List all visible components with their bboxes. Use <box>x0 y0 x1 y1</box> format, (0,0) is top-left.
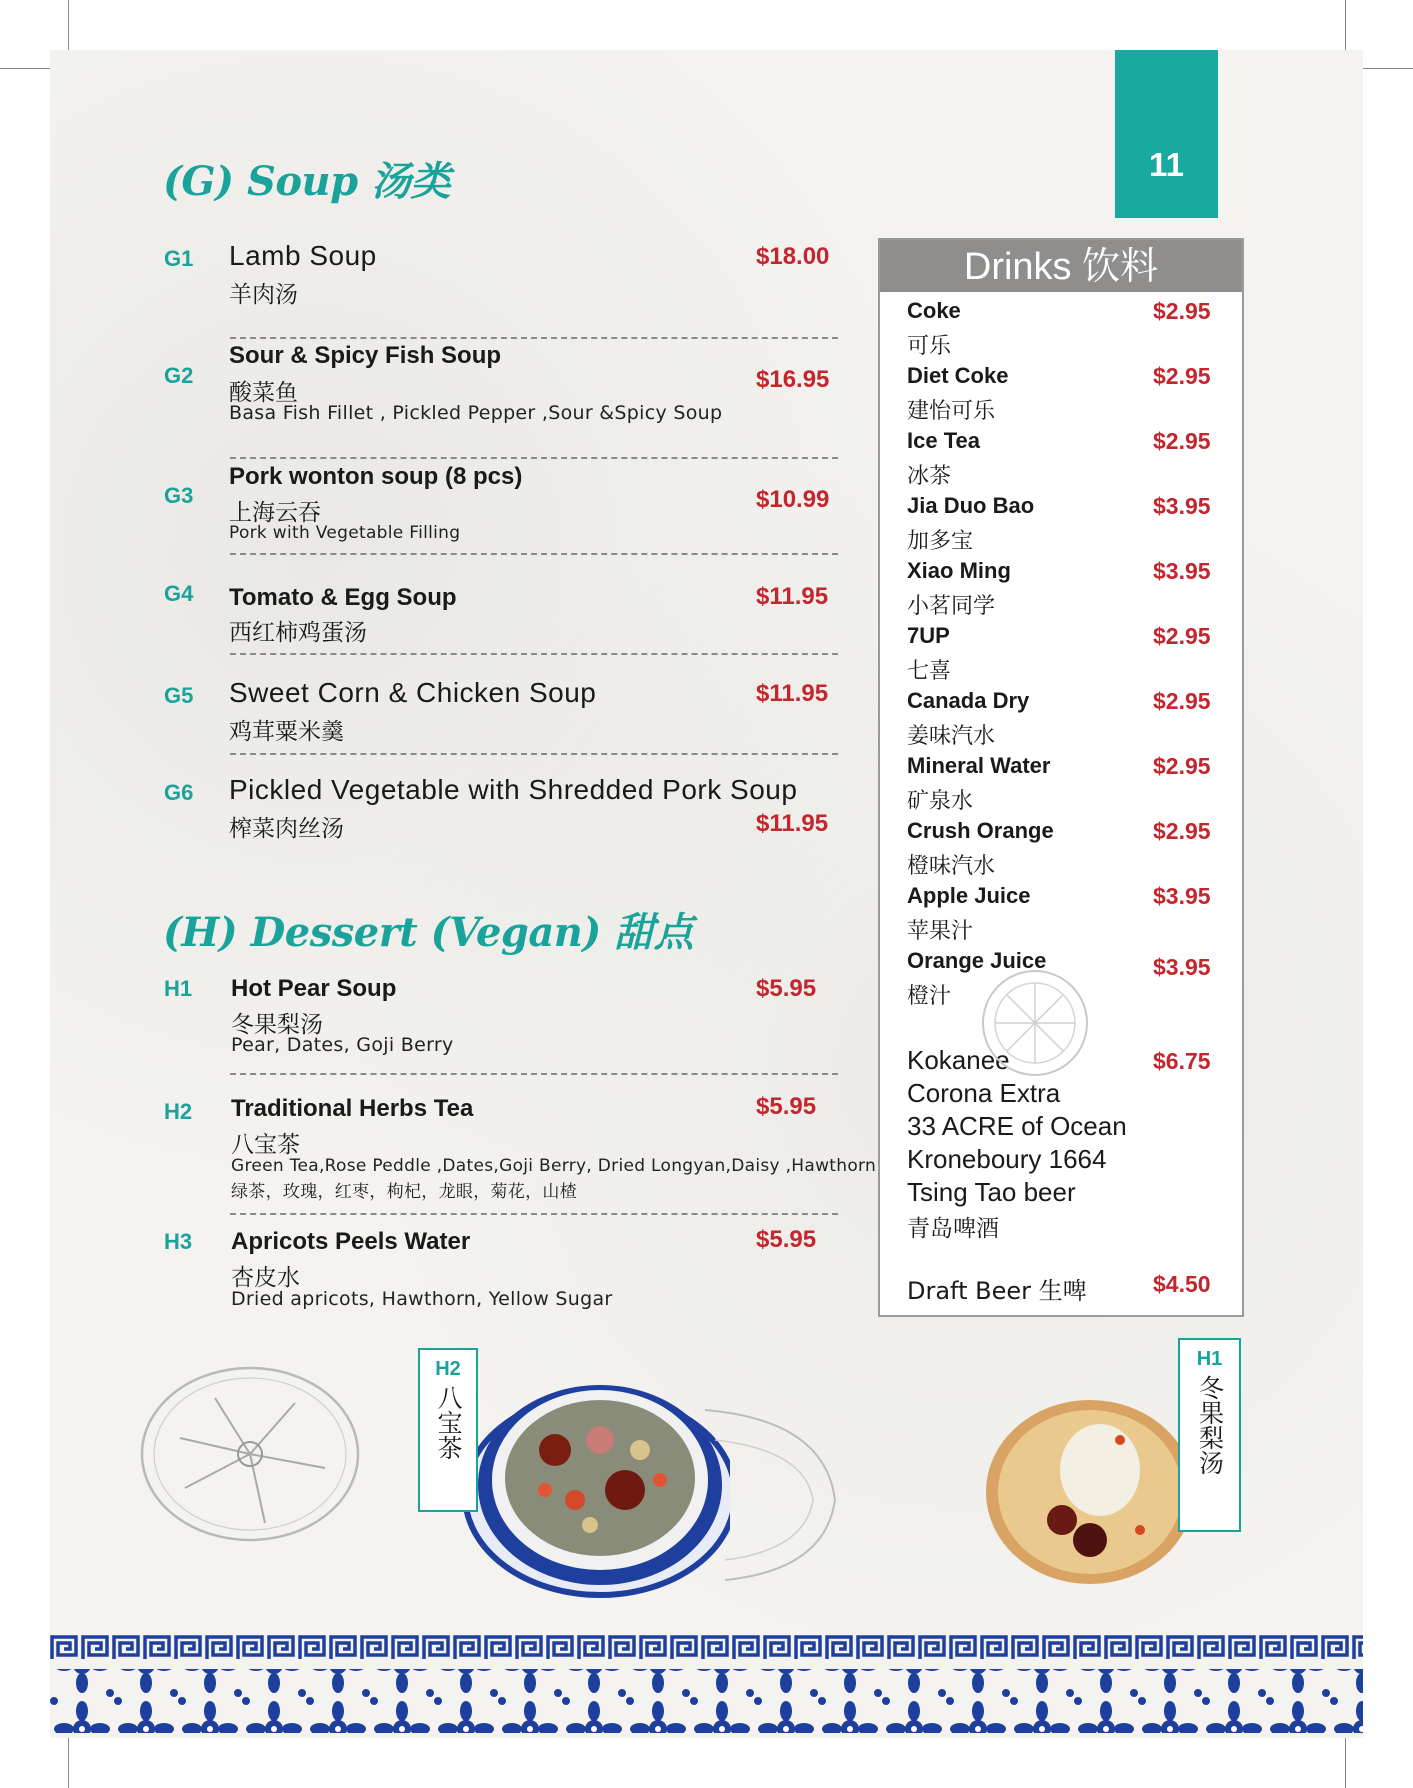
item-name: Lamb Soup <box>229 240 377 271</box>
item-price: $5.95 <box>756 1226 817 1253</box>
item-cn-name: 榨菜肉丝汤 <box>229 816 344 842</box>
crop-mark <box>68 0 69 55</box>
drink-cn-name: 加多宝 <box>907 529 974 554</box>
drink-price: $2.95 <box>1153 818 1211 844</box>
item-cn-name: 冬果梨汤 <box>231 1012 323 1038</box>
drink-cn-name: 橙汁 <box>907 984 952 1009</box>
drink-cn-name: 小茗同学 <box>907 594 996 619</box>
drink-cn-name: 建怡可乐 <box>907 399 996 424</box>
drink-price: $3.95 <box>1153 883 1211 909</box>
lime-sketch-illustration <box>960 958 1110 1078</box>
item-name: Traditional Herbs Tea <box>231 1095 474 1122</box>
drinks-panel <box>878 238 1244 1317</box>
drink-cn-name: 苹果汁 <box>907 919 974 944</box>
drink-name: Orange Juice <box>907 948 1047 973</box>
item-cn-name: 杏皮水 <box>231 1265 300 1291</box>
drink-name: Mineral Water <box>907 753 1051 778</box>
drink-name: Apple Juice <box>907 883 1031 908</box>
drink-cn-name: 七喜 <box>907 659 952 684</box>
drink-price: $2.95 <box>1153 298 1211 324</box>
crop-mark <box>1345 1733 1346 1788</box>
photo-tag-cn: 八宝茶 <box>434 1385 463 1460</box>
beer-name: Tsing Tao beer <box>907 1177 1076 1207</box>
item-cn-name: 鸡茸粟米羹 <box>229 719 344 745</box>
beer-name: Corona Extra <box>907 1078 1061 1108</box>
item-cn-name: 西红柿鸡蛋汤 <box>229 620 367 646</box>
item-price: $16.95 <box>756 366 830 393</box>
photo-tag-h1 <box>1178 1338 1241 1532</box>
item-price: $10.99 <box>756 486 830 513</box>
item-description: Pork with Vegetable Filling <box>229 523 461 543</box>
item-name: Pork wonton soup (8 pcs) <box>229 463 523 490</box>
item-name: Apricots Peels Water <box>231 1228 471 1255</box>
item-description-cn: 绿茶，玫瑰，红枣，枸杞，龙眼，菊花，山楂 <box>231 1182 577 1202</box>
draft-beer-price: $4.50 <box>1153 1271 1211 1297</box>
drink-name: Jia Duo Bao <box>907 493 1035 518</box>
crop-mark <box>0 68 55 69</box>
photo-tag-cn: 冬果梨汤 <box>1195 1375 1225 1475</box>
photo-tag-code: H1 <box>1196 1348 1223 1370</box>
tomato-sketch-illustration <box>135 1358 375 1548</box>
beer-name-cn: 青岛啤酒 <box>907 1216 999 1242</box>
item-description: Basa Fish Fillet , Pickled Pepper ,Sour &Spicy Soup <box>229 402 723 424</box>
item-description: Dried apricots, Hawthorn, Yellow Sugar <box>231 1288 613 1310</box>
drink-name: 7UP <box>907 623 950 648</box>
drink-price: $3.95 <box>1153 954 1211 980</box>
item-code: G1 <box>164 246 194 271</box>
divider <box>230 753 838 755</box>
drink-name: Diet Coke <box>907 363 1009 388</box>
item-price: $11.95 <box>756 583 829 610</box>
beer-name: 33 ACRE of Ocean <box>907 1111 1127 1141</box>
drink-name: Crush Orange <box>907 818 1054 843</box>
beer-name: Kokanee <box>907 1045 1010 1075</box>
drink-name: Xiao Ming <box>907 558 1011 583</box>
item-name: Pickled Vegetable with Shredded Pork Soup <box>229 774 798 805</box>
shell-sketch-illustration <box>685 1390 845 1590</box>
item-cn-name: 酸菜鱼 <box>229 380 298 406</box>
item-code: G2 <box>164 363 194 388</box>
item-cn-name: 羊肉汤 <box>229 282 298 308</box>
drink-price: $2.95 <box>1153 428 1211 454</box>
drink-cn-name: 可乐 <box>907 334 952 359</box>
divider <box>230 1073 838 1075</box>
crop-mark <box>1345 0 1346 55</box>
drinks-title: Drinks 饮料 <box>880 240 1242 292</box>
item-code: G5 <box>164 683 194 708</box>
item-cn-name: 八宝茶 <box>231 1132 300 1158</box>
drink-cn-name: 冰茶 <box>907 464 952 489</box>
item-code: H3 <box>164 1229 193 1254</box>
item-description: Green Tea,Rose Peddle ,Dates,Goji Berry, Dried Longyan,Daisy ,Hawthorn <box>231 1156 877 1176</box>
draft-beer-name: Draft Beer 生啤 <box>907 1277 1087 1305</box>
drink-price: $2.95 <box>1153 688 1211 714</box>
item-code: G6 <box>164 780 194 805</box>
drink-name: Ice Tea <box>907 428 980 453</box>
item-cn-name: 上海云吞 <box>229 500 321 526</box>
crop-mark <box>1358 68 1413 69</box>
item-price: $5.95 <box>756 1093 817 1120</box>
drink-price: $3.95 <box>1153 558 1211 584</box>
divider <box>230 457 838 459</box>
item-price: $11.95 <box>756 680 829 707</box>
item-code: G3 <box>164 483 194 508</box>
beer-price: $6.75 <box>1153 1048 1211 1074</box>
item-description: Pear, Dates, Goji Berry <box>231 1034 454 1056</box>
drink-price: $2.95 <box>1153 753 1211 779</box>
drink-name: Coke <box>907 298 961 323</box>
item-price: $18.00 <box>756 243 830 270</box>
soup-section-title: (G) Soup 汤类 <box>163 158 450 205</box>
item-price: $11.95 <box>756 810 829 837</box>
item-code: H2 <box>164 1099 193 1124</box>
beer-name: Kroneboury 1664 <box>907 1144 1107 1174</box>
item-name: Sour & Spicy Fish Soup <box>229 342 502 369</box>
drink-price: $2.95 <box>1153 623 1211 649</box>
divider <box>230 1213 838 1215</box>
item-name: Sweet Corn & Chicken Soup <box>229 677 597 708</box>
drink-cn-name: 橙味汽水 <box>907 854 996 879</box>
photo-tag-code: H2 <box>435 1358 461 1380</box>
item-name: Tomato & Egg Soup <box>229 584 457 611</box>
drink-price: $2.95 <box>1153 363 1211 389</box>
item-price: $5.95 <box>756 975 817 1002</box>
photo-tag-h2 <box>418 1348 478 1512</box>
drink-name: Canada Dry <box>907 688 1030 713</box>
crop-mark <box>68 1733 69 1788</box>
item-code: G4 <box>164 581 194 606</box>
item-name: Hot Pear Soup <box>231 975 397 1002</box>
drink-cn-name: 姜味汽水 <box>907 724 996 749</box>
page-number: 11 <box>1115 50 1218 218</box>
divider <box>230 337 838 339</box>
divider <box>230 553 838 555</box>
item-code: H1 <box>164 976 193 1001</box>
drink-cn-name: 矿泉水 <box>907 789 974 814</box>
divider <box>230 653 838 655</box>
drink-price: $3.95 <box>1153 493 1211 519</box>
dessert-section-title: (H) Dessert (Vegan) 甜点 <box>163 909 694 956</box>
decorative-border <box>50 1633 1363 1738</box>
